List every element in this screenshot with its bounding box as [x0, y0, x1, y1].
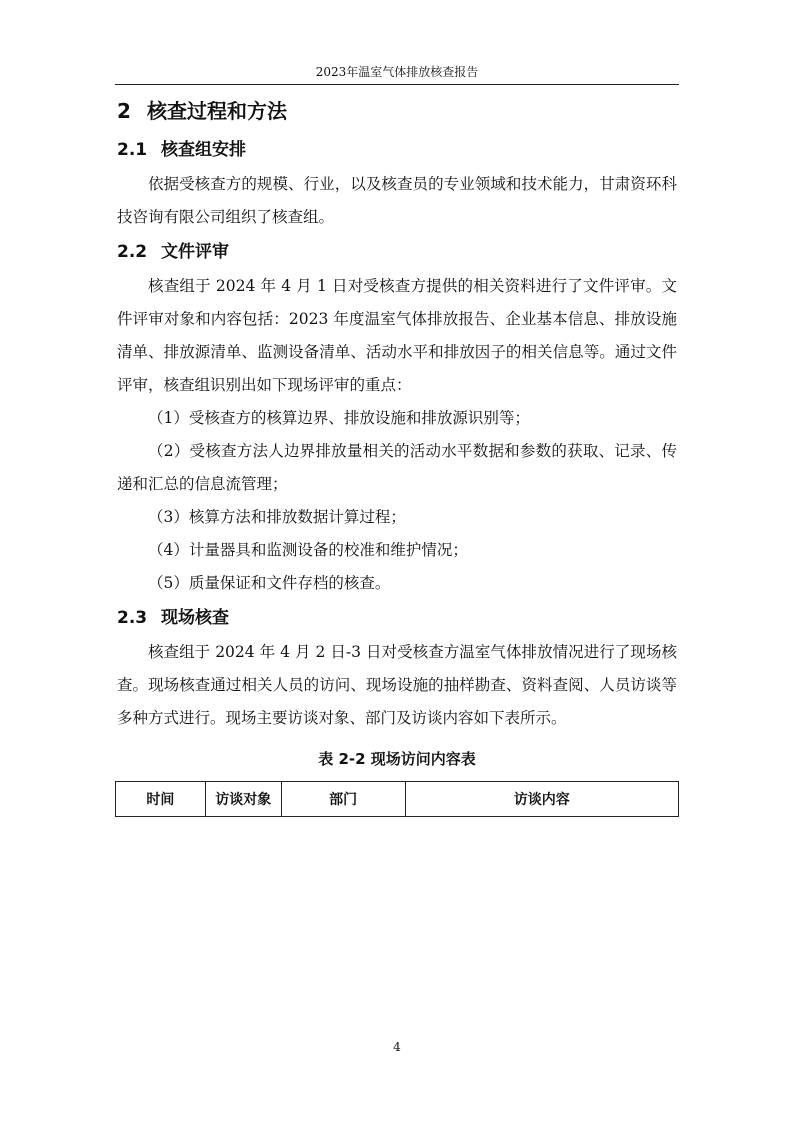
review-item-4: （4）计量器具和监测设备的校准和维护情况；: [148, 541, 468, 559]
table-header-content: 访谈内容: [405, 782, 679, 817]
table-caption: 表 2-2 现场访问内容表: [318, 750, 476, 768]
section-2-2-number: 2.2: [117, 242, 148, 262]
table-header-row: [116, 782, 679, 817]
section-2-2-paragraph: 核查组于 2024 年 4 月 1 日对受核查方提供的相关资料进行了文件评审。文件评审对象和内容包括：2023 年度温室气体排放报告、企业基本信息、排放设施清单、排放源清单、监测设备清单、活动水平和排放因子的相关信息等。通过文件评审，核查组识别出如下现场评审的重点：: [117, 277, 677, 394]
page-number: 4: [393, 1040, 401, 1054]
section-2-number: 2: [117, 99, 131, 123]
section-2-1-paragraph: 依据受核查方的规模、行业，以及核查员的专业领域和技术能力，甘肃资环科技咨询有限公司组织了核查组。: [117, 175, 677, 226]
table-header-time: 时间: [116, 782, 206, 817]
visit-content-table: [115, 781, 679, 817]
section-2-3-paragraph: 核查组于 2024 年 4 月 2 日-3 日对受核查方温室气体排放情况进行了现场核查。现场核查通过相关人员的访问、现场设施的抽样勘查、资料查阅、人员访谈等多种方式进行。现场主要访谈对象、部门及访谈内容如下表所示。: [117, 643, 677, 727]
review-item-5: （5）质量保证和文件存档的核查。: [148, 574, 391, 592]
section-2-3-title: 现场核查: [161, 608, 229, 628]
page-content: [117, 96, 677, 817]
section-2-1-heading: [117, 136, 677, 164]
section-2-3-heading: [117, 604, 677, 632]
section-2-1-number: 2.1: [117, 140, 148, 160]
review-item-1: （1）受核查方的核算边界、排放设施和排放源识别等；: [148, 409, 530, 427]
review-item-3: （3）核算方法和排放数据计算过程；: [148, 508, 406, 526]
section-2-3-number: 2.3: [117, 608, 148, 628]
section-2-heading: [117, 96, 677, 126]
section-2-1-title: 核查组安排: [161, 140, 246, 160]
table-header-interviewee: 访谈对象: [205, 782, 281, 817]
section-2-2-title: 文件评审: [161, 242, 229, 262]
review-item-2: （2）受核查方法人边界排放量相关的活动水平数据和参数的获取、记录、传递和汇总的信息流管理；: [117, 442, 677, 493]
section-2-2-heading: [117, 238, 677, 266]
running-header: 2023年温室气体排放核查报告: [115, 64, 679, 85]
section-2-title: 核查过程和方法: [147, 99, 287, 123]
table-header-department: 部门: [281, 782, 405, 817]
